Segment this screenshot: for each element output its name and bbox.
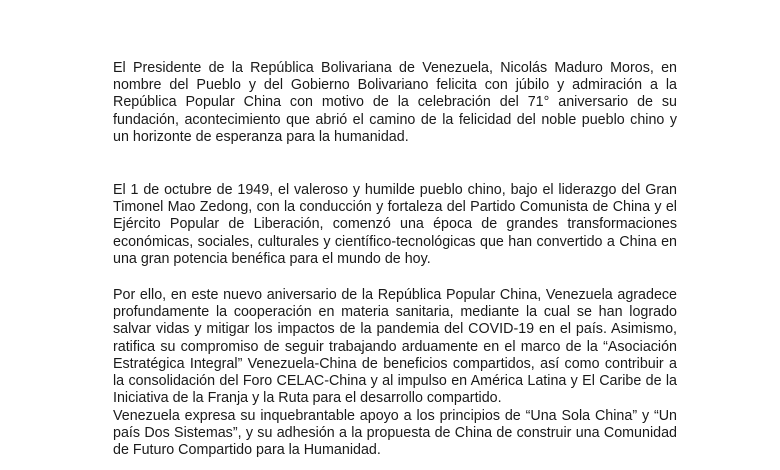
paragraph-history: El 1 de octubre de 1949, el valeroso y humilde pueblo chino, bajo el liderazgo del Gran Timonel Mao Zedong, con la conducción y fortaleza del Partido Comunista de China y el Ejército Popular de Liberación, comenzó una época de grandes transformaciones económicas, sociales, culturales y científico-tecnológicas que han convertido a China en una gran potencia benéfica para el mundo de hoy. — [113, 182, 677, 267]
paragraph-support: Venezuela expresa su inquebrantable apoyo a los principios de “Una Sola China” y “Un país Dos Sistemas”, y su adhesión a la propuesta de China de construir una Comunidad de Futuro Compartido para la Humanidad. — [113, 408, 677, 459]
paragraph-congratulations: El Presidente de la República Bolivariana de Venezuela, Nicolás Maduro Moros, en nombre del Pueblo y del Gobierno Bolivariano felicita con júbilo y admiración a la República Popular China con motivo de la celebración del 71° aniversario de su fundación, acontecimiento que abrió el camino de la felicidad del noble pueblo chino y un horizonte de esperanza para la humanidad. — [113, 60, 677, 145]
paragraph-cooperation: Por ello, en este nuevo aniversario de la República Popular China, Venezuela agradece profundamente la cooperación en materia sanitaria, mediante la cual se han logrado salvar vidas y mitigar los impactos de la pandemia del COVID-19 en el país. Asimismo, ratifica su compromiso de seguir trabajando arduamente en el marco de la “Asociación Estratégica Integral” Venezuela-China de beneficios compartidos, así como contribuir a la consolidación del Foro CELAC-China y al impulso en América Latina y El Caribe de la Iniciativa de la Franja y la Ruta para el desarrollo compartido. — [113, 287, 677, 407]
